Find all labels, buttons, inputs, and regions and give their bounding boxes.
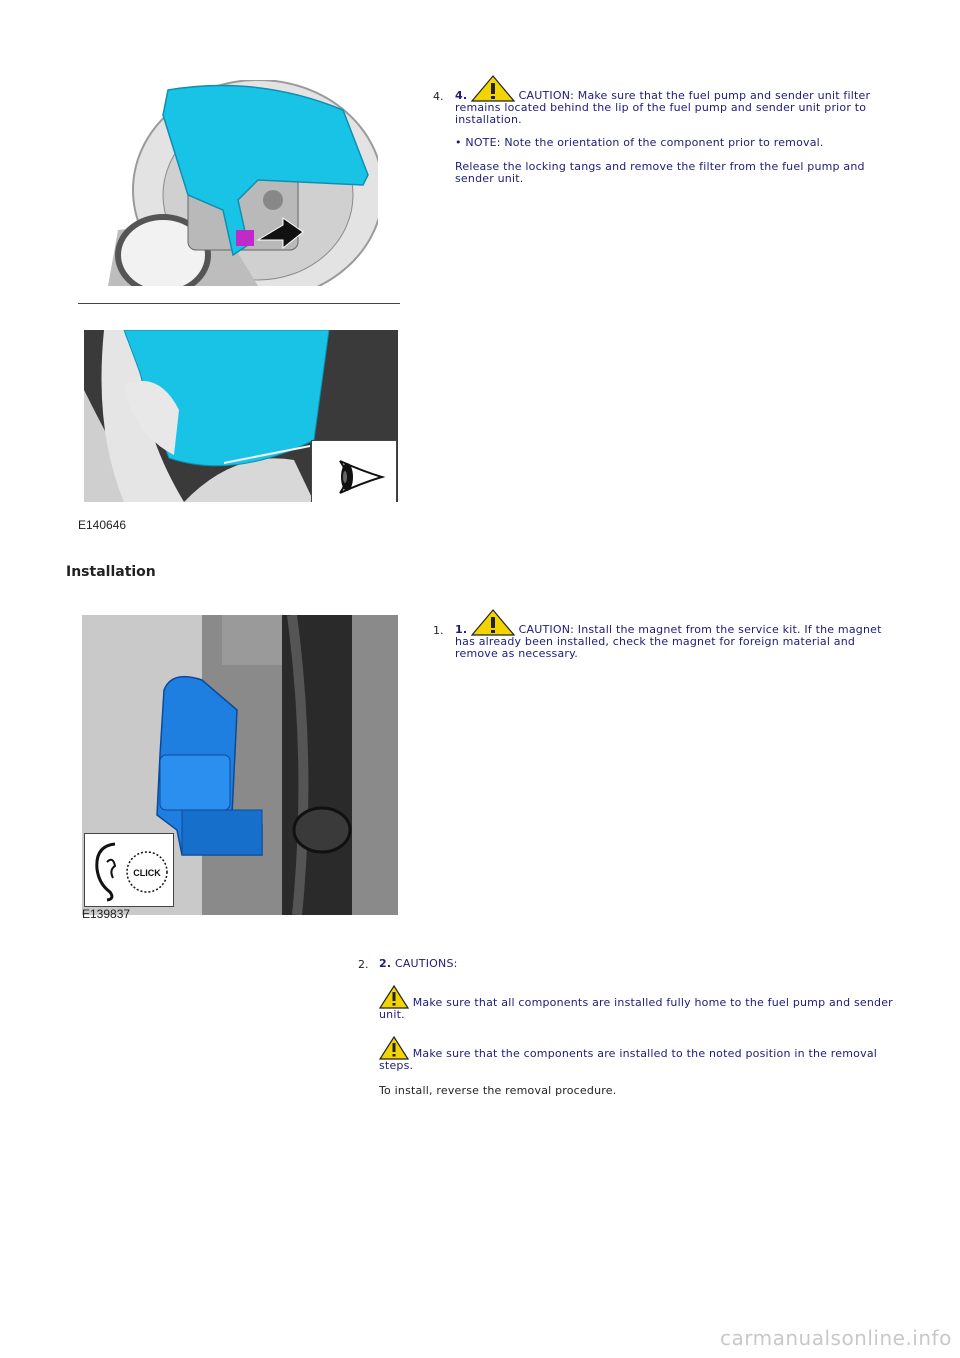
fuel-pump-illustration (108, 80, 378, 286)
click-inset (84, 833, 174, 907)
step-4-note: • NOTE: Note the orientation of the component prior to removal. (455, 136, 824, 149)
watermark: carmanualsonline.info (720, 1326, 952, 1350)
step-2-heading (379, 958, 879, 970)
section-heading-installation: Installation (66, 564, 156, 580)
step-2-caution-b (379, 1036, 894, 1072)
figure-code-e139837: E139837 (82, 907, 131, 921)
figure-filter-removal (108, 80, 378, 286)
step-4-bold-number: 4. (455, 89, 468, 102)
step-4-number: 4. (433, 90, 444, 103)
step-1-caution (455, 608, 885, 660)
eye-inset (311, 440, 397, 502)
step-2-bold-number: 2. (379, 957, 392, 970)
eye-icon (312, 441, 396, 502)
step-4-caution (455, 74, 885, 126)
divider (78, 303, 400, 304)
figure-magnet-install (82, 615, 398, 915)
step-2-caution-a (379, 985, 894, 1021)
warning-icon (471, 608, 515, 636)
step-2-caution-a-text: Make sure that all components are installed fully home to the fuel pump and sender unit. (379, 996, 893, 1021)
click-badge: CLICK (133, 868, 161, 878)
warning-icon (379, 1036, 409, 1060)
warning-icon (379, 985, 409, 1009)
figure-filter-orientation (84, 330, 398, 502)
step-2-heading-text: CAUTIONS: (394, 957, 458, 970)
ear-icon (85, 834, 173, 906)
step-2-number: 2. (358, 958, 369, 971)
step-4-instruction: Release the locking tangs and remove the filter from the fuel pump and sender unit. (455, 160, 865, 185)
step-2-caution-b-text: Make sure that the components are installed to the noted position in the removal steps. (379, 1047, 878, 1072)
step-2-instruction: To install, reverse the removal procedure. (379, 1084, 617, 1097)
warning-icon (471, 74, 515, 102)
step-1-bold-number: 1. (455, 623, 468, 636)
step-1-number: 1. (433, 624, 444, 637)
figure-code-e140646: E140646 (78, 518, 127, 532)
step-4-caution-text: CAUTION: Make sure that the fuel pump and sender unit filter remains located behind the lip of the fuel pump and sender unit prior to installation. (455, 89, 871, 126)
step-1-caution-text: CAUTION: Install the magnet from the service kit. If the magnet has already been installed, check the magnet for foreign material and remove as necessary. (455, 623, 882, 660)
